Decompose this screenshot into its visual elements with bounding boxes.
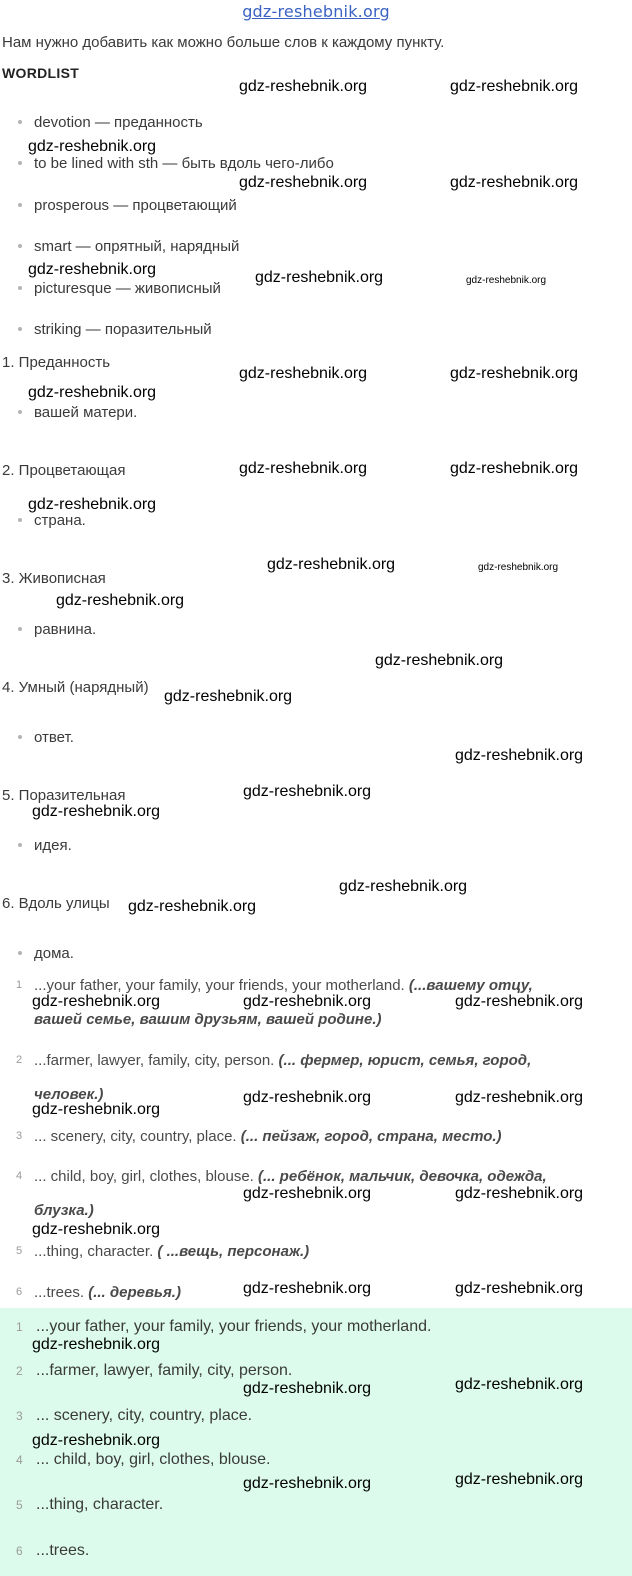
- task-heading: 1. Преданность: [2, 354, 111, 371]
- answer-number: 6: [16, 1544, 23, 1558]
- watermark: gdz-reshebnik.org: [478, 562, 559, 573]
- task-heading: 5. Поразительная: [2, 787, 126, 804]
- watermark: gdz-reshebnik.org: [243, 1185, 372, 1202]
- answer-row: [0, 1243, 632, 1263]
- watermark: gdz-reshebnik.org: [32, 1432, 161, 1449]
- watermark: gdz-reshebnik.org: [32, 1221, 161, 1238]
- answer-translation: (...вашему отцу,: [408, 977, 533, 994]
- answer-number: 2: [16, 1054, 23, 1066]
- watermark: gdz-reshebnik.org: [32, 1336, 161, 1353]
- answer-translation: (... фермер, юрист, семья, город,: [278, 1052, 532, 1069]
- bullet-icon: [18, 518, 22, 522]
- watermark: gdz-reshebnik.org: [239, 460, 368, 477]
- watermark: gdz-reshebnik.org: [239, 78, 368, 95]
- answer-translation: вашей семье, вашим друзьям, вашей родине.): [34, 1011, 382, 1028]
- answer-text: ... scenery, city, country, place.: [34, 1128, 237, 1145]
- answer-text: ...trees.: [34, 1284, 85, 1301]
- answer-translation: блузка.): [34, 1202, 94, 1219]
- answer-text: ...farmer, lawyer, family, city, person.: [34, 1052, 275, 1069]
- watermark: gdz-reshebnik.org: [56, 592, 185, 609]
- watermark: gdz-reshebnik.org: [28, 138, 157, 155]
- watermark: gdz-reshebnik.org: [450, 174, 579, 191]
- answer-translation: (... деревья.): [88, 1284, 181, 1301]
- watermark: gdz-reshebnik.org: [239, 174, 368, 191]
- answer-number: 4: [16, 1453, 23, 1467]
- watermark: gdz-reshebnik.org: [255, 269, 384, 286]
- watermark: gdz-reshebnik.org: [375, 652, 504, 669]
- task-answer: страна.: [18, 512, 86, 529]
- wordlist-item: striking — поразительный: [18, 321, 212, 338]
- answer-text: ...your father, your family, your friends, your motherland.: [36, 1318, 432, 1335]
- task-heading: 6. Вдоль улицы: [2, 895, 110, 912]
- answer-number: 2: [16, 1364, 23, 1378]
- answer-text: ...trees.: [36, 1542, 90, 1559]
- bullet-icon: [18, 627, 22, 631]
- wordlist-item: smart — опрятный, нарядный: [18, 238, 239, 255]
- answer-number: 5: [16, 1245, 23, 1257]
- site-title[interactable]: gdz-reshebnik.org: [242, 2, 390, 21]
- watermark: gdz-reshebnik.org: [450, 78, 579, 95]
- watermark: gdz-reshebnik.org: [28, 384, 157, 401]
- bullet-icon: [18, 244, 22, 248]
- wordlist-item: prosperous — процветающий: [18, 197, 237, 214]
- watermark: gdz-reshebnik.org: [243, 1280, 372, 1297]
- answer-number: 6: [16, 1286, 23, 1298]
- answer-text: ...your father, your family, your friends, your motherland.: [34, 977, 405, 994]
- watermark: gdz-reshebnik.org: [243, 783, 372, 800]
- watermark: gdz-reshebnik.org: [455, 747, 584, 764]
- watermark: gdz-reshebnik.org: [267, 556, 396, 573]
- watermark: gdz-reshebnik.org: [455, 1471, 584, 1488]
- answer-row: [0, 1451, 632, 1473]
- wordlist-item: picturesque — живописный: [18, 280, 221, 297]
- answer-number: 3: [16, 1409, 23, 1423]
- answer-row: [0, 1407, 632, 1429]
- watermark: gdz-reshebnik.org: [243, 1380, 372, 1397]
- task-answer: равнина.: [18, 621, 96, 638]
- watermark: gdz-reshebnik.org: [164, 688, 293, 705]
- bullet-icon: [18, 951, 22, 955]
- answer-number: 3: [16, 1130, 23, 1142]
- bullet-icon: [18, 843, 22, 847]
- answer-translation: (... ребёнок, мальчик, девочка, одежда,: [258, 1168, 547, 1185]
- bullet-icon: [18, 203, 22, 207]
- wordlist-item: devotion — преданность: [18, 114, 203, 131]
- watermark: gdz-reshebnik.org: [32, 993, 161, 1010]
- watermark: gdz-reshebnik.org: [243, 993, 372, 1010]
- answer-row: [0, 1128, 632, 1148]
- bullet-icon: [18, 410, 22, 414]
- answer-number: 1: [16, 979, 23, 991]
- watermark: gdz-reshebnik.org: [455, 1185, 584, 1202]
- answer-translation: человек.): [34, 1086, 104, 1103]
- task-heading: 3. Живописная: [2, 570, 106, 587]
- answer-text: ...farmer, lawyer, family, city, person.: [36, 1362, 293, 1379]
- bullet-icon: [18, 286, 22, 290]
- answer-row: [0, 1542, 632, 1564]
- watermark: gdz-reshebnik.org: [32, 803, 161, 820]
- watermark: gdz-reshebnik.org: [466, 275, 547, 286]
- watermark: gdz-reshebnik.org: [128, 898, 257, 915]
- watermark: gdz-reshebnik.org: [243, 1475, 372, 1492]
- watermark: gdz-reshebnik.org: [28, 261, 157, 278]
- watermark: gdz-reshebnik.org: [450, 460, 579, 477]
- bullet-icon: [18, 161, 22, 165]
- task-heading: 4. Умный (нарядный): [2, 679, 149, 696]
- task-answer: дома.: [18, 945, 74, 962]
- watermark: gdz-reshebnik.org: [339, 878, 468, 895]
- watermark: gdz-reshebnik.org: [455, 1280, 584, 1297]
- answer-text: ...thing, character.: [34, 1243, 154, 1260]
- answer-text: ... child, boy, girl, clothes, blouse.: [36, 1451, 271, 1468]
- watermark: gdz-reshebnik.org: [243, 1089, 372, 1106]
- task-answer: вашей матери.: [18, 404, 137, 421]
- answer-row: [0, 1496, 632, 1518]
- answer-translation: ( ...вещь, персонаж.): [157, 1243, 310, 1260]
- watermark: gdz-reshebnik.org: [455, 993, 584, 1010]
- task-answer: идея.: [18, 837, 72, 854]
- answer-number: 1: [16, 1320, 23, 1334]
- bullet-icon: [18, 327, 22, 331]
- watermark: gdz-reshebnik.org: [32, 1101, 161, 1118]
- watermark: gdz-reshebnik.org: [455, 1089, 584, 1106]
- answer-number: 5: [16, 1498, 23, 1512]
- task-heading: 2. Процветающая: [2, 462, 126, 479]
- answer-translation: (... пейзаж, город, страна, место.): [240, 1128, 502, 1145]
- wordlist-heading: WORDLIST: [2, 65, 80, 81]
- watermark: gdz-reshebnik.org: [455, 1376, 584, 1393]
- wordlist-item: to be lined with sth — быть вдоль чего-либо: [18, 155, 334, 172]
- answer-text: ...thing, character.: [36, 1496, 164, 1513]
- answer-text: ... scenery, city, country, place.: [36, 1407, 253, 1424]
- watermark: gdz-reshebnik.org: [239, 365, 368, 382]
- intro-text: Нам нужно добавить как можно больше слов к каждому пункту.: [2, 34, 445, 51]
- task-answer: ответ.: [18, 729, 74, 746]
- watermark: gdz-reshebnik.org: [450, 365, 579, 382]
- bullet-icon: [18, 120, 22, 124]
- answer-number: 4: [16, 1170, 23, 1182]
- bullet-icon: [18, 735, 22, 739]
- answer-text: ... child, boy, girl, clothes, blouse.: [34, 1168, 254, 1185]
- watermark: gdz-reshebnik.org: [28, 496, 157, 513]
